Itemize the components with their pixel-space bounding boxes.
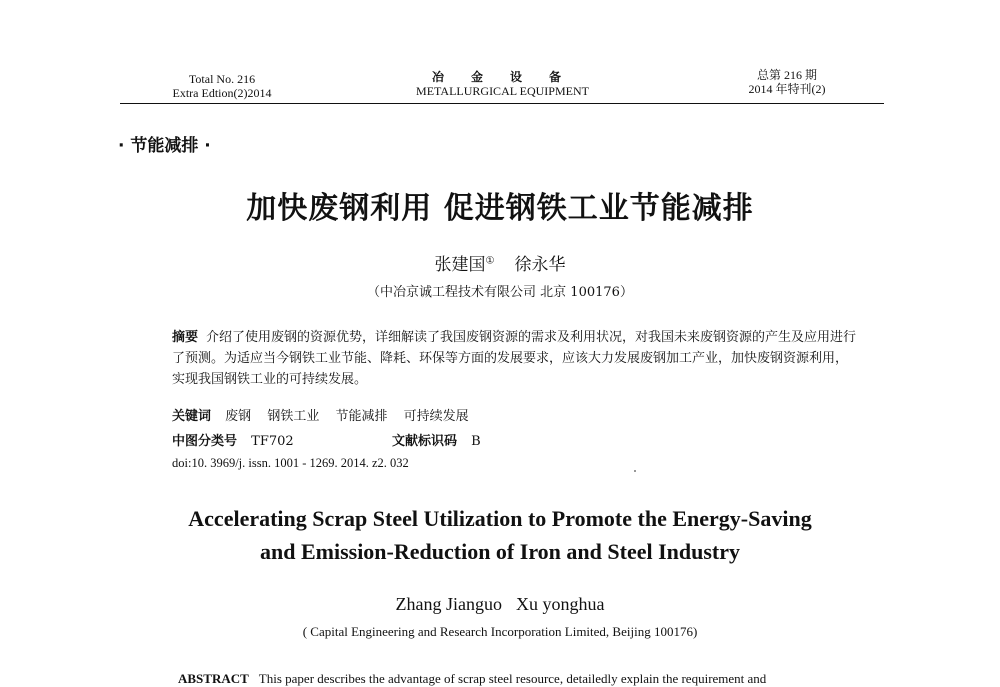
authors-en bbox=[0, 594, 1000, 615]
header-edition-cn: 2014 年特刊(2) bbox=[748, 82, 826, 96]
header-total-number: Total No. 216 bbox=[188, 72, 256, 86]
author-cn-1: 张建国 bbox=[434, 255, 486, 275]
authors-cn bbox=[0, 250, 1000, 275]
affiliation-cn: （中冶京诚工程技术有限公司 北京 100176） bbox=[367, 285, 633, 300]
doi: doi:10. 3969/j. issn. 1001 - 1269. 2014. z2. 032 bbox=[172, 456, 409, 470]
clc-label: 中图分类号 bbox=[172, 434, 238, 449]
journal-name-cn: 冶 金 设 备 bbox=[431, 70, 573, 84]
clc-value: TF702 bbox=[251, 434, 294, 449]
keywords-cn-label: 关键词 bbox=[172, 409, 212, 424]
keyword-item: 废钢 bbox=[225, 409, 252, 424]
journal-name-en: METALLURGICAL EQUIPMENT bbox=[416, 84, 589, 98]
header-issue-cn: 总第 216 期 bbox=[756, 68, 817, 82]
abstract-en bbox=[178, 671, 878, 687]
author-note: ① bbox=[485, 255, 495, 267]
affiliation-en: ( Capital Engineering and Research Incorporation Limited, Beijing 100176) bbox=[302, 624, 698, 639]
header-journal bbox=[390, 70, 615, 98]
title-en-line2: and Emission-Reduction of Iron and Steel Industry bbox=[259, 539, 741, 564]
keyword-item: 节能减排 bbox=[335, 409, 388, 424]
doc-code-label: 文献标识码 bbox=[392, 434, 458, 449]
scan-speck bbox=[634, 470, 636, 472]
abstract-en-text: This paper describes the advantage of scrap steel resource, detailedly explain the requirement and bbox=[258, 671, 767, 686]
author-en-1: Zhang Jianguo bbox=[395, 594, 502, 614]
abstract-cn-label: 摘要 bbox=[172, 330, 199, 345]
title-en-line1: Accelerating Scrap Steel Utilization to Promote the Energy-Saving bbox=[188, 506, 812, 531]
header-right bbox=[712, 68, 862, 96]
author-en-2: Xu yonghua bbox=[515, 594, 605, 614]
header-edition: Extra Edtion(2)2014 bbox=[172, 86, 272, 100]
abstract-cn bbox=[144, 327, 859, 390]
keywords-cn bbox=[172, 405, 481, 424]
header-rule bbox=[120, 103, 884, 104]
doc-code-value: B bbox=[471, 434, 481, 449]
title-cn: 加快废钢利用 促进钢铁工业节能减排 bbox=[246, 191, 754, 226]
keyword-item: 可持续发展 bbox=[403, 409, 469, 424]
section-tag: · 节能减排 · bbox=[118, 136, 211, 156]
classification-row bbox=[172, 430, 481, 449]
title-en bbox=[0, 502, 1000, 568]
keyword-item: 钢铁工业 bbox=[267, 409, 320, 424]
abstract-en-label: ABSTRACT bbox=[178, 671, 249, 686]
author-cn-2: 徐永华 bbox=[514, 255, 566, 275]
header-left bbox=[147, 72, 297, 100]
abstract-cn-text: 介绍了使用废钢的资源优势，详细解读了我国废钢资源的需求及利用状况，对我国未来废钢资源的产生及应用进行了预测。为适应当今钢铁工业节能、降耗、环保等方面的发展要求，应该大力发展废钢加工产业，加快废钢资源利用，实现我国钢铁工业的可持续发展。 bbox=[172, 330, 857, 387]
